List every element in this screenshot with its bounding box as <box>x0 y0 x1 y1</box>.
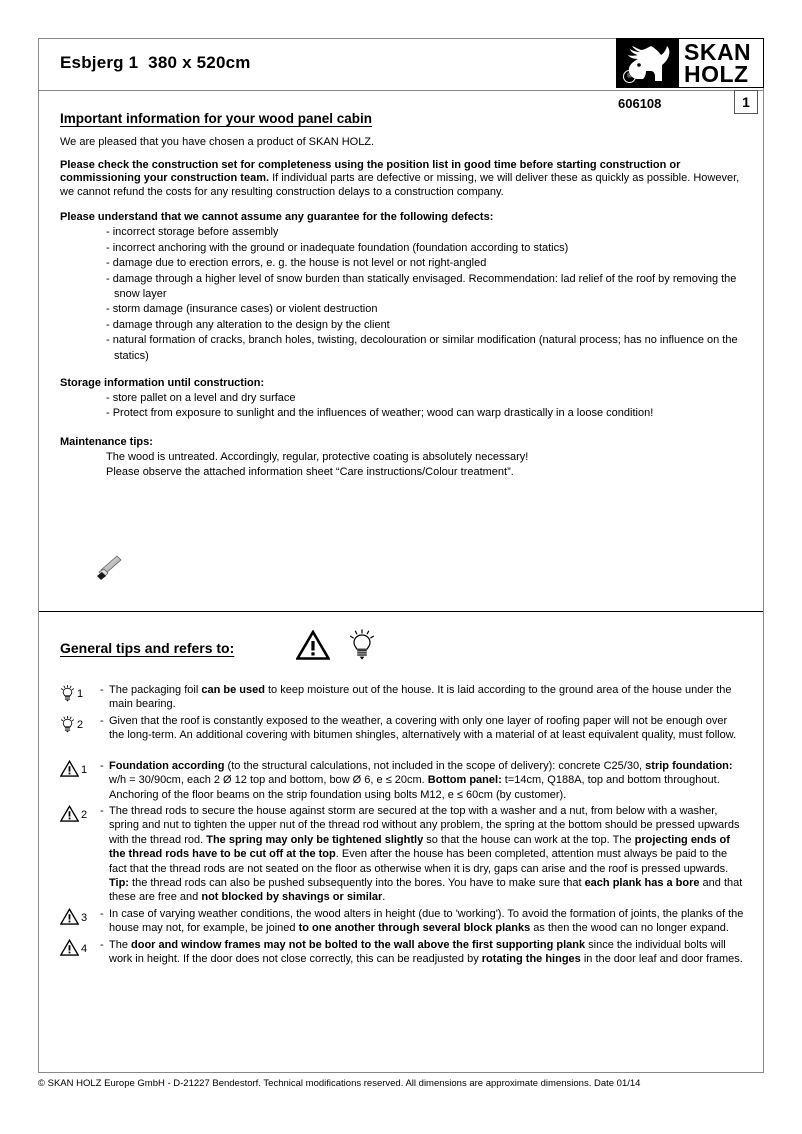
logo-wordmark <box>679 39 763 87</box>
lightbulb-icon <box>60 714 100 743</box>
tip-text-plain: to keep moisture out of the house. It is laid according to the ground area of the house under the main bearing. <box>109 684 732 711</box>
moose-head-icon <box>617 39 679 87</box>
list-item: - damage through any alteration to the design by the client <box>106 318 390 331</box>
tip-text-bold: can be used <box>201 684 265 696</box>
tip-text <box>109 938 745 967</box>
tip-text-plain: w/h = 30/90cm, each 2 Ø 12 top and bottom, bow Ø 6, e ≤ 20cm. <box>109 774 428 787</box>
tip-text-bold: projecting ends of the thread rods have to be cut off at the top <box>109 833 730 861</box>
list-item: - natural formation of cracks, branch holes, twisting, decolouration or similar modification (natural process; has no influence on the statics) <box>106 334 738 362</box>
section1-heading: Important information for your wood panel cabin <box>60 111 373 126</box>
check-rest: If individual parts are defective or missing, we will deliver these as quickly as possible. However, we cannot refund the costs for any resulting construction delays to a construction company. <box>60 172 740 198</box>
tip-text-plain: . Even after the house has been completed, attention must always be paid to the fact that the thread rods are not seated on the floor as otherwise when it is dry, gaps can arise and the roof is pressed upwards. <box>109 848 729 875</box>
tip-text-plain: (to the structural calculations, not included in the scope of delivery): concrete C25/30, <box>224 760 646 772</box>
tip-text-plain: in the door leaf and door frames. <box>580 953 743 966</box>
lightbulb-icon <box>60 683 100 712</box>
tip-row <box>60 804 745 905</box>
warning-triangle-icon <box>296 630 330 665</box>
tip-text-bold: Tip: <box>109 877 129 890</box>
tip-dash: - <box>100 760 104 772</box>
section2-heading: General tips and refers to: <box>60 639 235 656</box>
page-title: Esbjerg 1 380 x 520cm <box>60 53 251 72</box>
maintenance-line-1: The wood is untreated. Accordingly, regular, protective coating is absolutely necessary! <box>106 450 529 463</box>
intro-paragraph: We are pleased that you have chosen a product of SKAN HOLZ. <box>60 136 375 148</box>
list-item: - Protect from exposure to sunlight and the influences of weather; wood can warp drastically in a loose condition! <box>106 407 654 420</box>
list-item: - storm damage (insurance cases) or violent destruction <box>106 303 378 316</box>
tip-number: 2 <box>77 719 84 731</box>
tip-text <box>109 759 745 802</box>
tip-text-bold: not blocked by shavings or similar <box>201 891 383 904</box>
tip-text-bold: to one another through several block planks <box>298 922 531 935</box>
tip-text-plain: so that the house can work at the top. The <box>423 833 635 846</box>
tip-dash: - <box>100 805 104 817</box>
tip-text-plain: and that these are free and <box>109 877 743 904</box>
tip-row <box>60 759 745 802</box>
footer-text: © SKAN HOLZ Europe GmbH - D-21227 Bendestorf. Technical modifications reserved. All dimensions are approximate dimensions. Date 01/14 <box>38 1078 641 1089</box>
lightbulb-icon <box>348 629 376 666</box>
tip-text-plain: t=14cm, Q188A, top and bottom throughout. Anchoring of the floor beams on the strip foundation using bolts M12, e ≤ 60cm (by customer). <box>109 774 720 801</box>
defects-list <box>60 225 745 364</box>
general-tips-header <box>60 629 376 666</box>
list-item: - incorrect anchoring with the ground or inadequate foundation (foundation according to statics) <box>106 241 569 254</box>
tip-dash: - <box>100 939 104 951</box>
important-information-section <box>60 111 745 481</box>
tip-text-plain: Given that the roof is constantly exposed to the weather, a covering with only one layer of roofing paper will not be enough over the long-term. An additional covering with bitumen shingles, alternatively with a material of at least equivalent quality, must follow. <box>109 715 737 742</box>
section-divider <box>39 611 763 612</box>
storage-heading: Storage information until construction: <box>60 377 265 390</box>
tip-text <box>109 714 745 743</box>
tip-row <box>60 714 745 743</box>
skan-holz-logo <box>616 38 764 88</box>
tip-number: 1 <box>77 688 84 700</box>
check-bold: Please check the construction set for completeness using the position list in good time before starting construction or commissioning your construction team. <box>60 158 681 185</box>
tip-text-plain: as then the wood can no longer expand. <box>530 922 729 935</box>
tip-number: 3 <box>81 912 88 924</box>
tip-text-plain: since the individual bolts will work in height. If the door does not close correctly, this can be readjusted by <box>109 939 726 966</box>
tip-text-bold: rotating the hinges <box>481 953 581 966</box>
defects-heading: Please understand that we cannot assume any guarantee for the following defects: <box>60 211 494 224</box>
tip-text <box>109 683 745 712</box>
tip-text-plain: The packaging foil <box>109 684 202 696</box>
tip-dash: - <box>100 684 104 696</box>
tip-text-bold: each plank has a bore <box>584 877 700 890</box>
list-item: - store pallet on a level and dry surface <box>106 392 296 405</box>
legend-icons <box>296 629 376 666</box>
tip-dash: - <box>100 908 104 920</box>
tip-dash: - <box>100 715 104 727</box>
document-frame <box>38 38 764 1073</box>
tip-text-bold: door and window frames may not be bolted to the wall above the first supporting plank <box>131 939 586 951</box>
tip-text-bold: strip foundation: <box>645 760 733 772</box>
warning-triangle-icon <box>60 907 100 936</box>
storage-list <box>60 391 745 422</box>
tip-text-plain: In case of varying weather conditions, the wood alters in height (due to 'working'). To avoid the formation of joints, the planks of the house may not, for example, be joined <box>109 908 744 935</box>
registered-trademark-icon: ® <box>623 70 636 83</box>
tip-text-bold: The spring may only be tightened slightly <box>206 833 424 846</box>
tip-row <box>60 907 745 936</box>
list-item: - damage due to erection errors, e. g. the house is not level or not right-angled <box>106 257 487 270</box>
tip-row <box>60 938 745 967</box>
tip-text-bold: Bottom panel: <box>427 774 502 787</box>
tip-row <box>60 683 745 712</box>
warning-triangle-icon <box>60 938 100 967</box>
page-number-badge: 1 <box>734 90 758 114</box>
paintbrush-icon <box>93 555 123 586</box>
logo-line-2: HOLZ <box>684 61 749 87</box>
tip-text-plain: the thread rods can also be pushed subsequently into the bores. You have to make sure that <box>128 877 585 890</box>
tip-number: 1 <box>81 764 88 776</box>
maintenance-line-2: Please observe the attached information sheet “Care instructions/Colour treatment”. <box>106 466 514 479</box>
warning-triangle-icon <box>60 759 100 802</box>
check-paragraph <box>60 159 745 200</box>
warning-triangle-icon <box>60 804 100 905</box>
maintenance-heading: Maintenance tips: <box>60 435 153 448</box>
tip-text-plain: The thread rods to secure the house against storm are secured at the top with a washer and a nut, from below with a washer, spring and nut to tighten the upper nut of the thread rod without any problem, the spring at the bottom should be pressed upwards with the thread rod. <box>109 805 740 846</box>
tip-text <box>109 804 745 905</box>
tip-text-bold: Foundation according <box>109 760 225 772</box>
tip-text-plain: The <box>109 939 132 951</box>
tip-number: 4 <box>81 943 88 955</box>
list-item: - incorrect storage before assembly <box>106 226 279 239</box>
tip-number: 2 <box>81 809 88 821</box>
article-number: 606108 <box>618 96 662 111</box>
list-item: - damage through a higher level of snow burden than statically envisaged. Recommendation: lad relief of the roof by removing the snow layer <box>106 272 737 300</box>
logo-line-1: SKAN <box>684 39 752 65</box>
tip-text-plain: . <box>382 891 386 904</box>
tip-text <box>109 907 745 936</box>
